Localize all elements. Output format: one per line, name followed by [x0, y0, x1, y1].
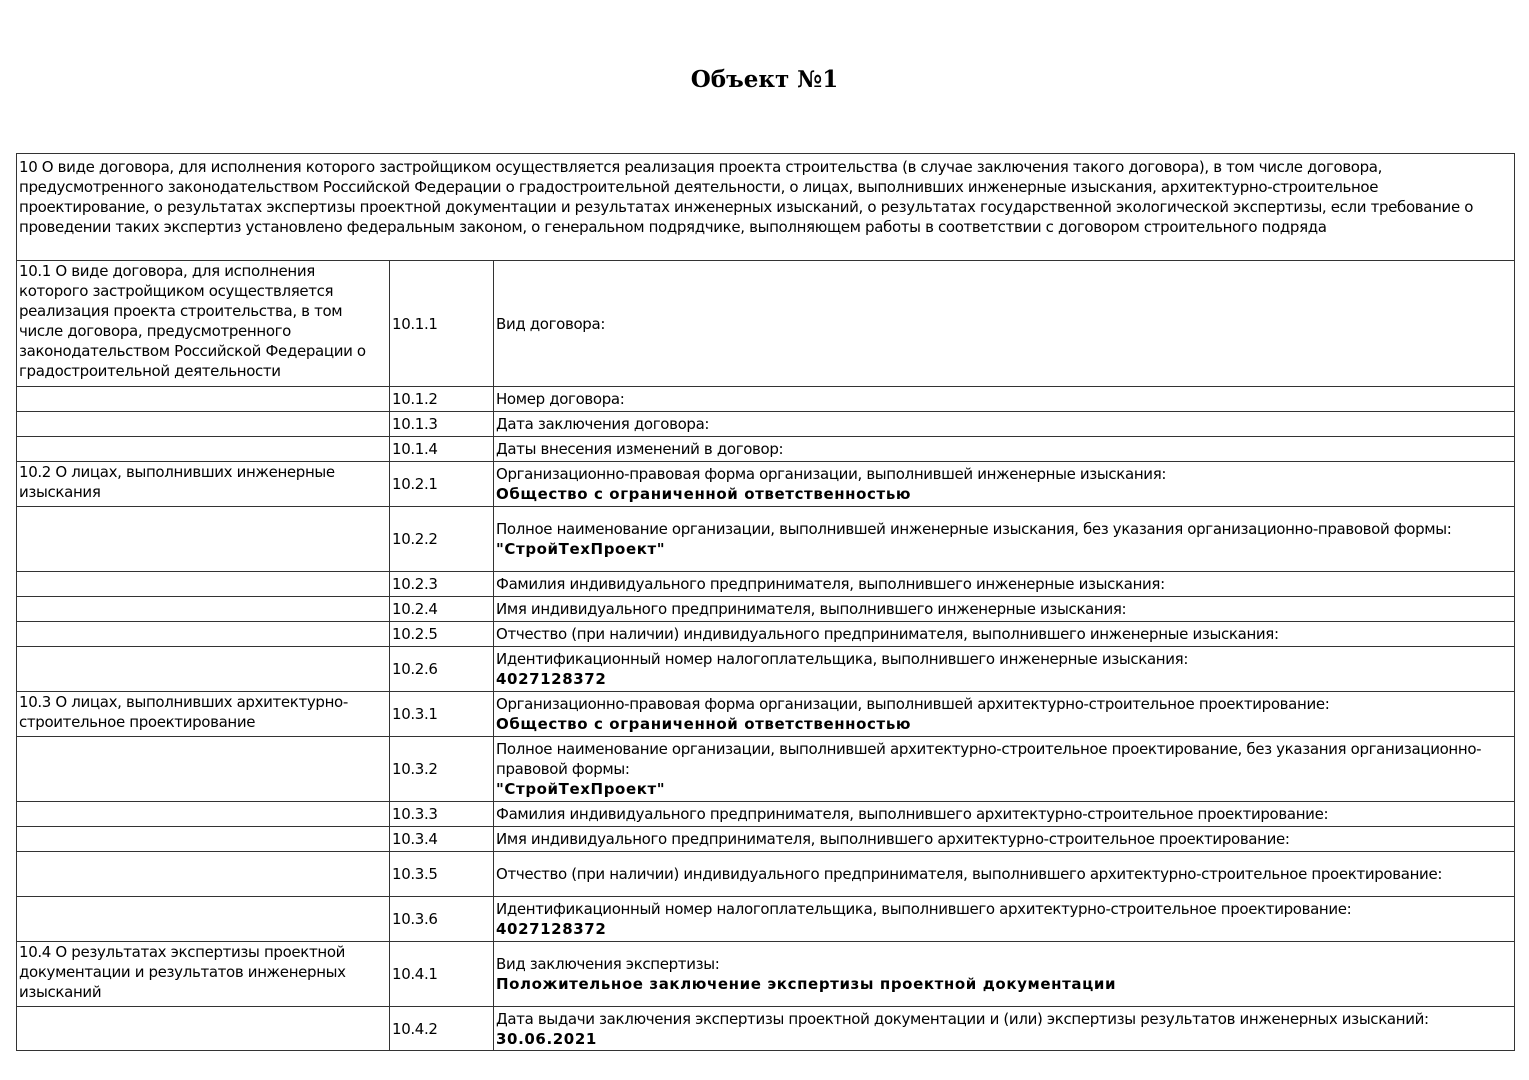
item-label: Отчество (при наличии) индивидуального предпринимателя, выполнившего инженерные изыскания: — [496, 625, 1279, 643]
info-table — [16, 153, 1515, 1051]
table-row — [17, 437, 1515, 462]
item-label: Идентификационный номер налогоплательщика, выполнившего инженерные изыскания: — [496, 650, 1189, 668]
section-label: 10.4 О результатах экспертизы проектной документации и результатов инженерных изысканий — [17, 942, 390, 1007]
item-code: 10.3.1 — [390, 692, 494, 737]
table-row — [17, 462, 1515, 507]
table-row — [17, 1007, 1515, 1051]
section-label — [17, 622, 390, 647]
item-label: Организационно-правовая форма организации, выполнившей архитектурно-строительное проектирование: — [496, 695, 1330, 713]
item-code: 10.1.1 — [390, 261, 494, 387]
item-label: Организационно-правовая форма организации, выполнившей инженерные изыскания: — [496, 465, 1167, 483]
section-label — [17, 437, 390, 462]
item-cell — [494, 647, 1515, 692]
table-row — [17, 852, 1515, 897]
table-row — [17, 827, 1515, 852]
item-cell — [494, 897, 1515, 942]
item-label: Номер договора: — [496, 390, 625, 408]
section-label — [17, 737, 390, 802]
item-label: Имя индивидуального предпринимателя, выполнившего инженерные изыскания: — [496, 600, 1127, 618]
section-label — [17, 827, 390, 852]
item-value: "СтройТехПроект" — [496, 540, 666, 558]
item-code: 10.2.1 — [390, 462, 494, 507]
item-code: 10.3.6 — [390, 897, 494, 942]
item-value: 4027128372 — [496, 920, 607, 938]
item-code: 10.4.2 — [390, 1007, 494, 1051]
item-code: 10.2.4 — [390, 597, 494, 622]
item-label: Вид заключения экспертизы: — [496, 955, 720, 973]
item-cell — [494, 802, 1515, 827]
item-value: Положительное заключение экспертизы проектной документации — [496, 975, 1117, 993]
item-code: 10.2.3 — [390, 572, 494, 597]
item-label: Даты внесения изменений в договор: — [496, 440, 784, 458]
table-row — [17, 897, 1515, 942]
item-cell — [494, 737, 1515, 802]
table-row — [17, 261, 1515, 387]
item-cell — [494, 827, 1515, 852]
section-label: 10.3 О лицах, выполнивших архитектурно-строительное проектирование — [17, 692, 390, 737]
item-cell — [494, 437, 1515, 462]
item-cell — [494, 462, 1515, 507]
item-label: Имя индивидуального предпринимателя, выполнившего архитектурно-строительное проектирование: — [496, 830, 1290, 848]
section-label — [17, 647, 390, 692]
item-value: 4027128372 — [496, 670, 607, 688]
item-cell — [494, 507, 1515, 572]
item-value: Общество с ограниченной ответственностью — [496, 485, 912, 503]
section-label — [17, 597, 390, 622]
item-cell — [494, 261, 1515, 387]
item-value: Общество с ограниченной ответственностью — [496, 715, 912, 733]
section-label — [17, 572, 390, 597]
table-row — [17, 507, 1515, 572]
item-label: Дата выдачи заключения экспертизы проектной документации и (или) экспертизы результатов инженерных изысканий: — [496, 1009, 1429, 1028]
item-label: Дата заключения договора: — [496, 415, 710, 433]
item-cell — [494, 387, 1515, 412]
section-label — [17, 412, 390, 437]
table-row — [17, 942, 1515, 1007]
table-row — [17, 647, 1515, 692]
item-code: 10.2.5 — [390, 622, 494, 647]
item-code: 10.3.4 — [390, 827, 494, 852]
table-row — [17, 572, 1515, 597]
item-code: 10.1.2 — [390, 387, 494, 412]
section-label — [17, 507, 390, 572]
table-row — [17, 692, 1515, 737]
section-label — [17, 852, 390, 897]
section-label — [17, 387, 390, 412]
section-label: 10.1 О виде договора, для исполнения которого застройщиком осуществляется реализация проекта строительства, в том числе договора, предусмотренного законодательством Российской Федерации о градостроительной деятельности — [17, 261, 390, 387]
section-label — [17, 1007, 390, 1051]
item-code: 10.3.5 — [390, 852, 494, 897]
item-label: Вид договора: — [496, 314, 606, 333]
item-label: Полное наименование организации, выполнившей инженерные изыскания, без указания организационно-правовой формы: — [496, 520, 1452, 538]
item-code: 10.3.3 — [390, 802, 494, 827]
table-row — [17, 622, 1515, 647]
item-cell — [494, 572, 1515, 597]
item-cell — [494, 412, 1515, 437]
item-label: Полное наименование организации, выполнившей архитектурно-строительное проектирование, без указания организационно-правовой формы: — [496, 740, 1482, 778]
item-code: 10.1.3 — [390, 412, 494, 437]
item-code: 10.4.1 — [390, 942, 494, 1007]
item-label: Фамилия индивидуального предпринимателя, выполнившего инженерные изыскания: — [496, 575, 1165, 593]
item-cell — [494, 597, 1515, 622]
item-cell — [494, 852, 1515, 897]
table-row — [17, 387, 1515, 412]
page-title: Объект №1 — [690, 66, 839, 93]
item-code: 10.3.2 — [390, 737, 494, 802]
item-code: 10.1.4 — [390, 437, 494, 462]
section-header: 10 О виде договора, для исполнения которого застройщиком осуществляется реализация проекта строительства (в случае заключения такого договора), в том числе договора, предусмотренного законодательством Российской Федерации о градостроительной деятельности, о лицах, выполнивших инженерные изыскания, архитектурно-строительное проектирование, о результатах экспертизы проектной документации и результатах инженерных изысканий, о результатах государственной экологической экспертизы, если требование о проведении таких экспертиз установлено федеральным законом, о генеральном подрядчике, выполняющем работы в соответствии с договором строительного подряда — [17, 154, 1515, 261]
table-row — [17, 597, 1515, 622]
table-row — [17, 412, 1515, 437]
item-label: Идентификационный номер налогоплательщика, выполнившего архитектурно-строительное проектирование: — [496, 900, 1352, 918]
section-label — [17, 897, 390, 942]
item-cell — [494, 942, 1515, 1007]
item-code: 10.2.6 — [390, 647, 494, 692]
section-label — [17, 802, 390, 827]
item-cell — [494, 1007, 1515, 1051]
table-row — [17, 737, 1515, 802]
item-label: Фамилия индивидуального предпринимателя, выполнившего архитектурно-строительное проектирование: — [496, 805, 1329, 823]
item-label: Отчество (при наличии) индивидуального предпринимателя, выполнившего архитектурно-строительное проектирование: — [496, 865, 1443, 883]
item-value: 30.06.2021 — [496, 1029, 597, 1048]
item-cell — [494, 692, 1515, 737]
section-label: 10.2 О лицах, выполнивших инженерные изыскания — [17, 462, 390, 507]
item-cell — [494, 622, 1515, 647]
table-row — [17, 802, 1515, 827]
item-value: "СтройТехПроект" — [496, 780, 666, 798]
section-header-row — [17, 154, 1515, 261]
item-code: 10.2.2 — [390, 507, 494, 572]
